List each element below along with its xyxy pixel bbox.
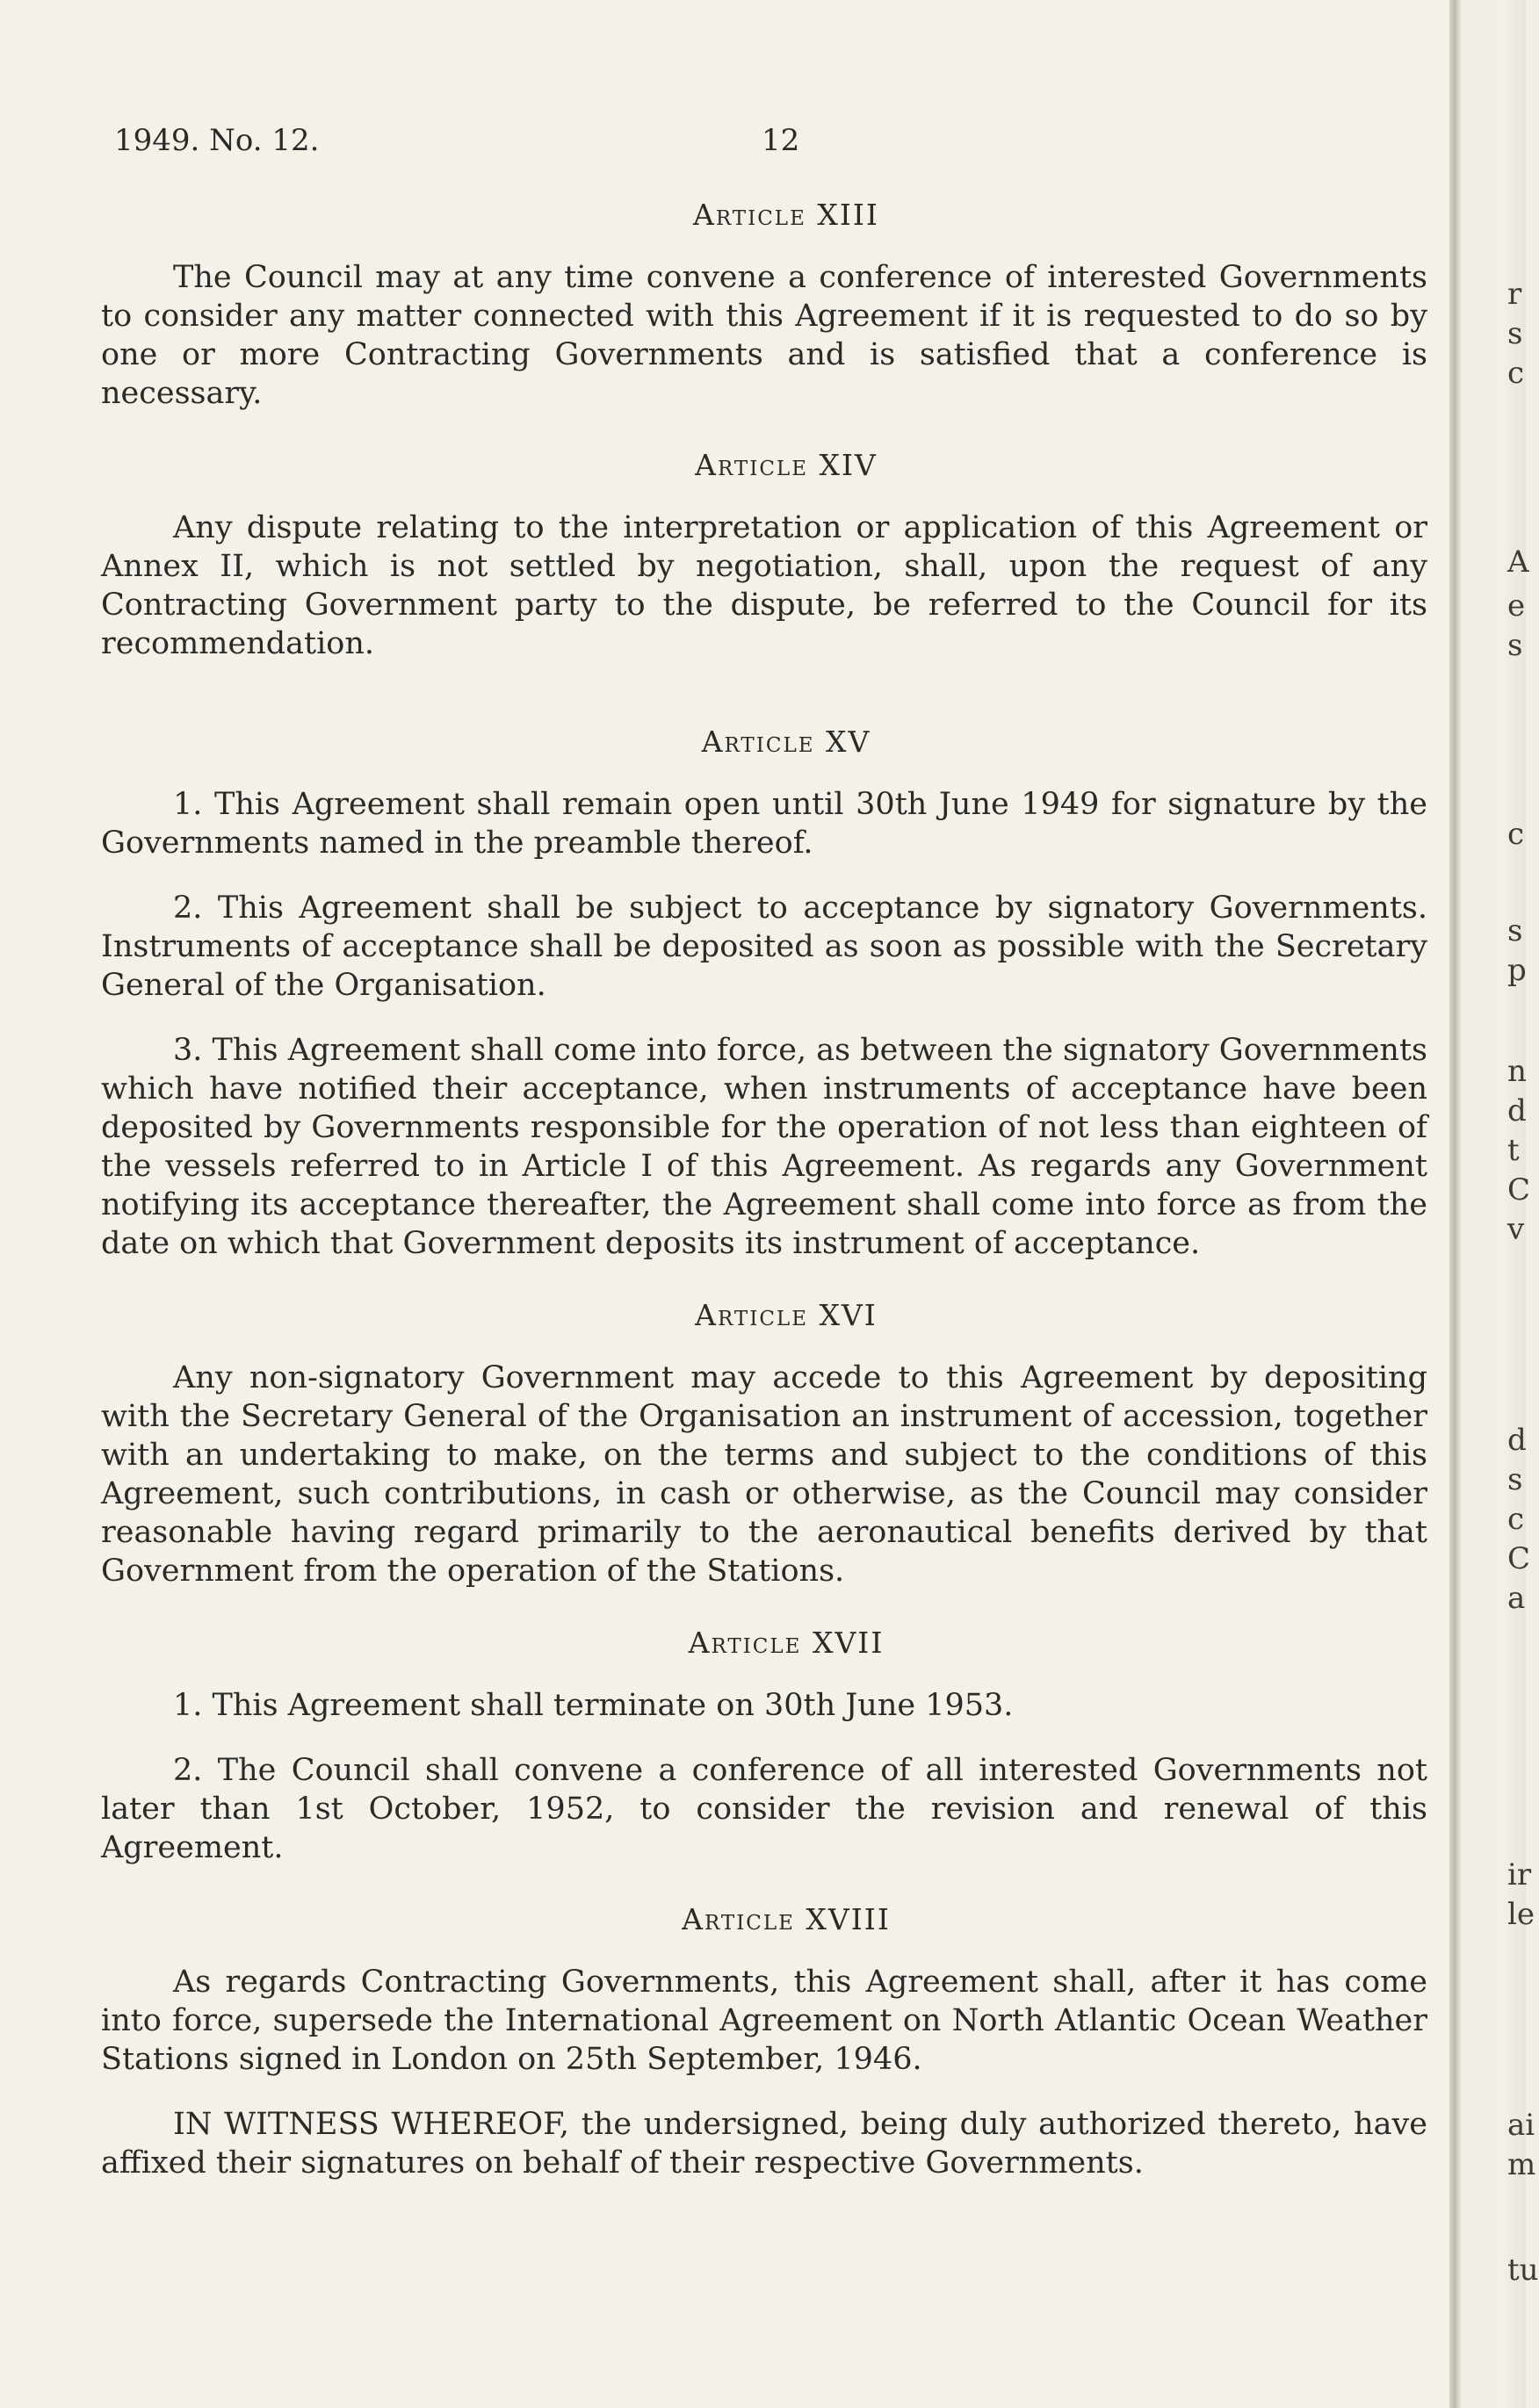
article-xiii	[101, 198, 1436, 413]
facing-page-fragment: m	[1507, 2147, 1536, 2182]
article-heading: Article XVII	[688, 1626, 885, 1660]
article-heading: Article XIV	[695, 448, 878, 482]
facing-page-fragment: C	[1507, 1172, 1531, 1208]
article-paragraph: 1. This Agreement shall remain open until 30th June 1949 for signature by the Governments named in the preamble thereof.	[101, 787, 1427, 861]
article-heading: Article XV	[701, 725, 871, 759]
facing-page-fragment: s	[1507, 316, 1523, 351]
article-xvii	[101, 1626, 1436, 1867]
facing-page-fragment: a	[1507, 1581, 1526, 1616]
article-paragraph: Any dispute relating to the interpretation or application of this Agreement or Annex II, which is not settled by negotiation, shall, upon the request of any Contracting Government party to the dispute, be referred to the Council for its recommendation.	[101, 510, 1427, 661]
facing-page-fragment: t	[1507, 1133, 1520, 1168]
article-paragraph: 2. This Agreement shall be subject to acceptance by signatory Governments. Instruments of acceptance shall be deposited as soon as possible with the Secretary General of the Organisation.	[101, 890, 1427, 1003]
article-heading: Article XVI	[695, 1298, 878, 1332]
facing-page-fragment: s	[1507, 913, 1523, 948]
facing-page-fragment: tu	[1507, 2253, 1539, 2288]
article-paragraph: 1. This Agreement shall terminate on 30th June 1953.	[173, 1688, 1014, 1723]
facing-page-fragment: le	[1507, 1897, 1535, 1932]
page-header	[114, 123, 1449, 167]
facing-page-fragment: A	[1507, 544, 1529, 580]
facing-page-fragment: e	[1507, 588, 1526, 624]
facing-page-fragment: s	[1507, 1462, 1523, 1497]
article-xiv	[101, 448, 1436, 663]
facing-page-fragment: c	[1507, 1502, 1525, 1537]
facing-page-fragment: c	[1507, 817, 1525, 852]
article-heading: Article XIII	[693, 198, 879, 232]
facing-page-fragment: r	[1507, 277, 1522, 312]
article-paragraph: The Council may at any time convene a conference of interested Governments to consider any matter connected with this Agreement if it is requested to do so by one or more Contracting Governments and is satisfied that a conference is necessary.	[101, 260, 1427, 411]
article-paragraph: 2. The Council shall convene a conference of all interested Governments not later than 1st October, 1952, to consider the revision and renewal of this Agreement.	[101, 1753, 1427, 1865]
witness-clause: IN WITNESS WHEREOF, the undersigned, being duly authorized thereto, have affixed their signatures on behalf of their respective Governments.	[101, 2107, 1427, 2181]
document-reference: 1949. No. 12.	[114, 123, 320, 158]
facing-page-fragment: n	[1507, 1054, 1527, 1089]
article-heading: Article XVIII	[682, 1902, 891, 1936]
article-xviii	[101, 1902, 1436, 2182]
article-paragraph: As regards Contracting Governments, this Agreement shall, after it has come into force, supersede the International Agreement on North Atlantic Ocean Weather Stations signed in London on 25th September, 1946.	[101, 1965, 1427, 2077]
facing-page-fragment: c	[1507, 356, 1525, 391]
page-number: 12	[762, 123, 800, 158]
facing-page-fragment: v	[1507, 1212, 1525, 1247]
facing-page-fragment: p	[1507, 953, 1527, 988]
facing-page-fragment: d	[1507, 1423, 1527, 1458]
page-body	[101, 198, 1436, 2217]
article-paragraph: 3. This Agreement shall come into force, as between the signatory Governments which have notified their acceptance, when instruments of acceptance have been deposited by Governments responsible for the operation of not less than eighteen of the vessels referred to in Article I of this Agreement. As regards any Government notifying its acceptance thereafter, the Agreement shall come into force as from the date on which that Government deposits its instrument of acceptance.	[101, 1033, 1427, 1261]
facing-page-edge	[1507, 0, 1539, 2408]
facing-page-fragment: ai	[1507, 2108, 1535, 2143]
facing-page-fragment: C	[1507, 1541, 1531, 1576]
facing-page-fragment: ir	[1507, 1857, 1532, 1893]
facing-page-fragment: d	[1507, 1093, 1527, 1128]
article-xvi	[101, 1298, 1436, 1590]
article-xv	[101, 725, 1436, 1263]
facing-page-fragment: s	[1507, 628, 1523, 663]
article-paragraph: Any non-signatory Government may accede to this Agreement by depositing with the Secretary General of the Organisation an instrument of accession, together with an undertaking to make, on the terms and subject to the conditions of this Agreement, such contributions, in cash or otherwise, as the Council may consider reasonable having regard primarily to the aeronautical benefits derived by that Government from the operation of the Stations.	[101, 1360, 1427, 1589]
